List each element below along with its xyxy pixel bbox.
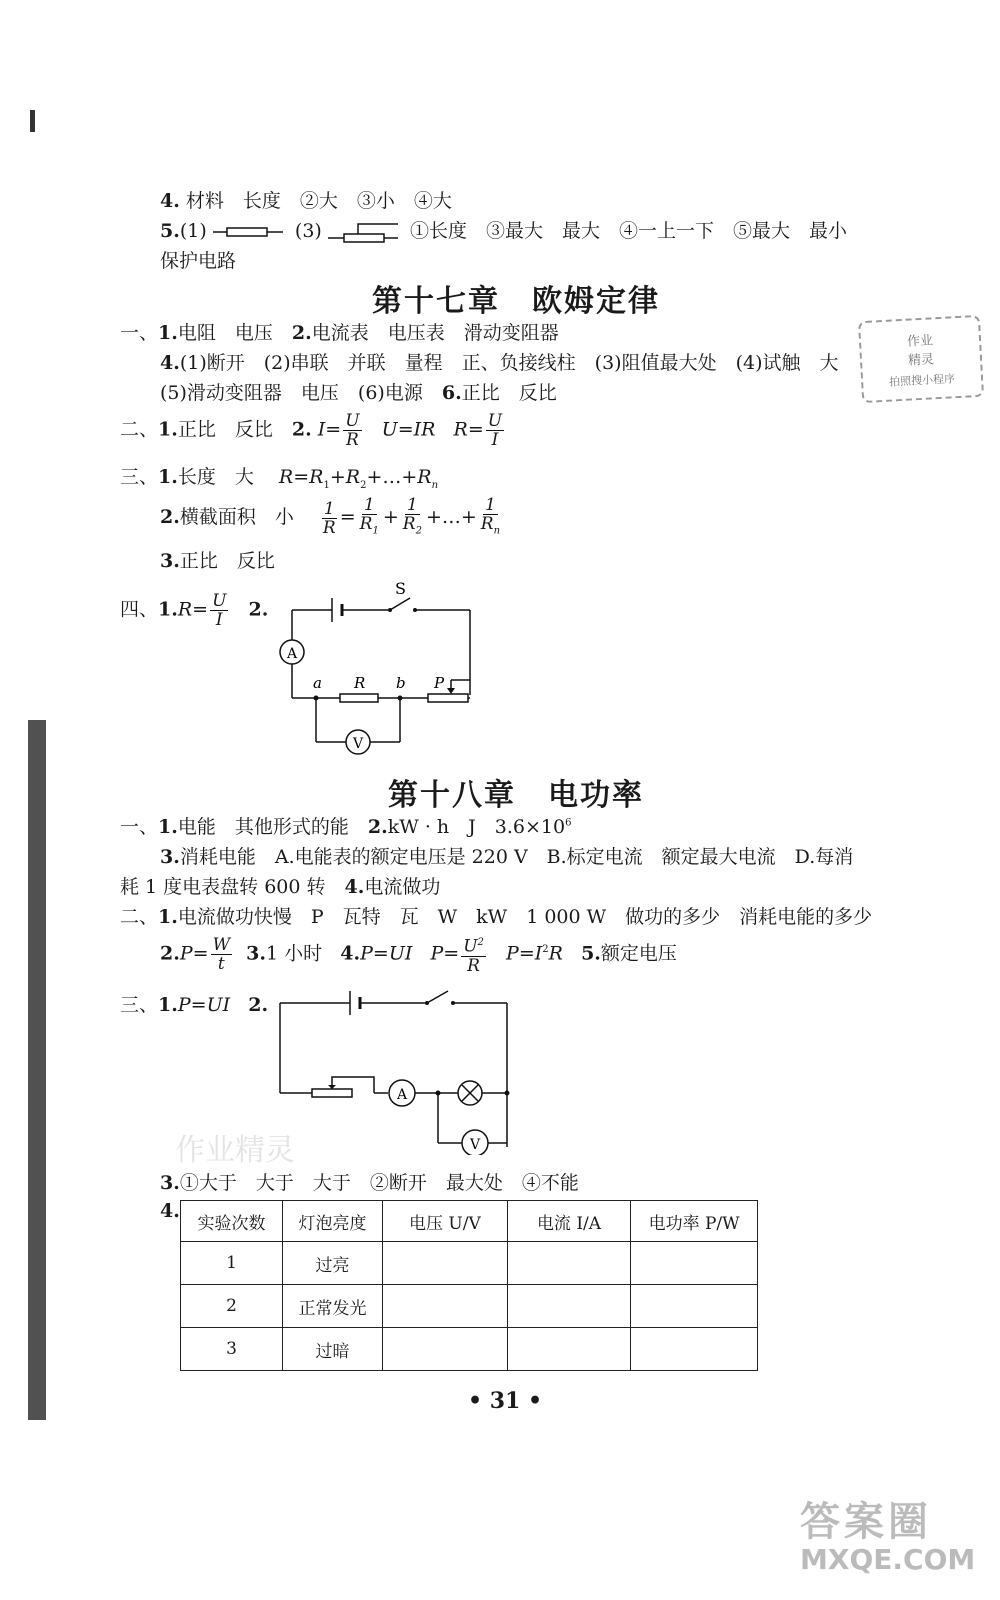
resistor-symbol [213, 224, 283, 240]
svg-text:a: a [313, 674, 322, 692]
ch17-section2: 二、1.正比 反比 2. I= $\frac{U}{R}$ U=IR R= $\frac{U}{I}$ [120, 411, 503, 450]
ch18-section1-line1: 一、1.电能 其他形式的能 2.kW · h J $3.6\times 10^6$ [120, 816, 572, 838]
table-cell: 正常发光 [282, 1285, 382, 1328]
table-row [181, 1242, 758, 1285]
svg-text:V: V [470, 1137, 481, 1153]
svg-text:V: V [353, 736, 364, 752]
ch17-section1-line2: 4.(1)断开 (2)串联 并联 量程 正、负接线柱 (3)阻值最大处 (4)试触 大 [160, 352, 839, 374]
table-cell [383, 1328, 508, 1371]
svg-text:A: A [397, 1087, 408, 1103]
circuit-diagram-power [270, 985, 520, 1155]
svg-text:A: A [287, 646, 298, 662]
table-cell [631, 1285, 758, 1328]
watermark: 作业精灵 [175, 1133, 295, 1168]
ch17-section3-q3: 3.正比 反比 [160, 550, 275, 572]
table-cell: 过亮 [282, 1242, 382, 1285]
page-number: • 31 • [468, 1388, 543, 1414]
table-header-row [181, 1201, 758, 1242]
ch17-section3-q1: 三、1.长度 大 $R=R_1+R_2+\dots+R_n$ [120, 466, 439, 491]
svg-text:P: P [434, 674, 445, 692]
svg-text:b: b [396, 674, 406, 692]
q5-line: 5.(1) (3) ①长度 ③最大 最大 ④一上一下 ⑤最大 最小 [160, 220, 847, 242]
scan-edge [30, 110, 35, 132]
table-cell [383, 1285, 508, 1328]
ch18-section2-line2: 2.P= $\frac{W}{t}$ 3.1 小时 4.P=UI P= $\frac{U^2}{R}$ $P=I^2R$ 5.额定电压 [160, 934, 677, 976]
ch17-section1-line1: 一、1.电阻 电压 2.电流表 电压表 滑动变阻器 [120, 322, 559, 344]
ch18-section3-q3: 3.①大于 大于 大于 ②断开 最大处 ④不能 [160, 1172, 579, 1194]
table-cell: 过暗 [282, 1328, 382, 1371]
ch18-section2-line1: 二、1.电流做功快慢 P 瓦特 瓦 W kW 1 000 W 做功的多少 消耗电能的多少 [120, 906, 873, 928]
ch18-section3-q4: 4. [160, 1200, 180, 1222]
ch17-section1-line3: (5)滑动变阻器 电压 (6)电源 6.正比 反比 [160, 382, 557, 404]
ch17-section4: 四、1.R= $\frac{U}{I}$ 2. [120, 591, 269, 630]
table-cell [631, 1242, 758, 1285]
table-header-cell: 电压 U/V [383, 1201, 508, 1242]
table-cell [507, 1242, 630, 1285]
table-cell [507, 1328, 630, 1371]
stamp-logo: 作业 精灵 拍照搜小程序 [858, 315, 984, 403]
circuit-diagram-ohm [270, 580, 500, 770]
table-header-cell: 电功率 P/W [631, 1201, 758, 1242]
table-row [181, 1285, 758, 1328]
rheostat-symbol [328, 220, 398, 244]
svg-text:S: S [395, 580, 406, 598]
table-cell [507, 1285, 630, 1328]
table-cell [631, 1328, 758, 1371]
chapter18-title: 第十八章 电功率 [388, 778, 644, 813]
scan-edge [28, 720, 46, 1420]
q4-line: 4. 材料 长度 ②大 ③小 ④大 [160, 190, 452, 212]
table-cell: 3 [181, 1328, 283, 1371]
experiment-table [180, 1200, 758, 1371]
site-logo: 答案圈 MXQE.COM [800, 1499, 976, 1576]
ch17-section3-q2: 2.横截面积 小 $\frac{1}{R}$ = $\frac{1}{R_1}$ + $\frac{1}{R_2}$ +…+ $\frac{1}{R_n}$ [160, 495, 501, 538]
table-cell: 2 [181, 1285, 283, 1328]
chapter17-title: 第十七章 欧姆定律 [372, 284, 660, 319]
ch18-section1-line3: 耗 1 度电表盘转 600 转 4.电流做功 [120, 876, 441, 898]
table-header-cell: 电流 I/A [507, 1201, 630, 1242]
table-cell: 1 [181, 1242, 283, 1285]
ch18-section3-q1: 三、1.P=UI 2. [120, 994, 269, 1016]
ch18-section1-line2: 3.消耗电能 A.电能表的额定电压是 220 V B.标定电流 额定最大电流 D.每消 [160, 846, 854, 868]
table-cell [383, 1242, 508, 1285]
table-header-cell: 实验次数 [181, 1201, 283, 1242]
table-row [181, 1328, 758, 1371]
q5-continuation: 保护电路 [160, 250, 237, 272]
svg-text:R: R [354, 674, 366, 692]
table-header-cell: 灯泡亮度 [282, 1201, 382, 1242]
